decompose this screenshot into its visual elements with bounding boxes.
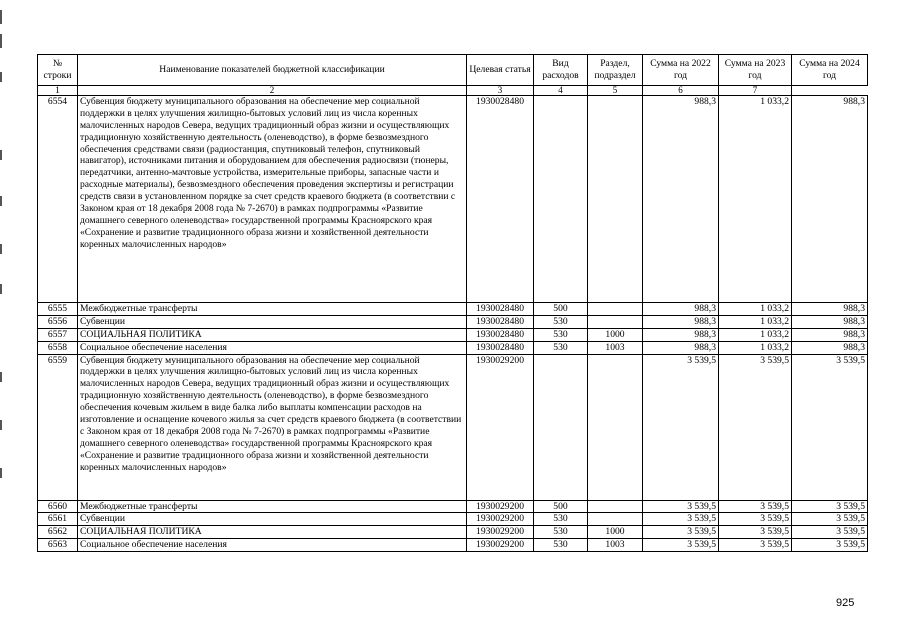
column-number: 4 [534, 86, 588, 96]
sum-2023: 1 033,2 [719, 328, 792, 341]
page-number: 925 [836, 597, 855, 609]
sum-2022: 3 539,5 [643, 526, 719, 539]
table-header-row [38, 55, 868, 86]
sum-2023: 3 539,5 [719, 539, 792, 552]
sum-2023: 3 539,5 [719, 513, 792, 526]
table-row [38, 354, 868, 500]
table-row [38, 96, 868, 303]
sum-2024: 988,3 [792, 315, 868, 328]
target-article: 1930028480 [467, 303, 534, 316]
table-row [38, 328, 868, 341]
binding-mark [0, 372, 2, 382]
sum-2022: 988,3 [643, 315, 719, 328]
sum-2022: 3 539,5 [643, 513, 719, 526]
binding-mark [0, 150, 2, 160]
indicator-name: СОЦИАЛЬНАЯ ПОЛИТИКА [78, 526, 467, 539]
section-code: 1000 [588, 328, 643, 341]
target-article: 1930028480 [467, 341, 534, 354]
section-code [588, 354, 643, 500]
column-number: 5 [588, 86, 643, 96]
header-indicator-name: Наименование показателей бюджетной классификации [78, 55, 467, 86]
sum-2024: 3 539,5 [792, 539, 868, 552]
section-code [588, 96, 643, 303]
binding-mark [0, 420, 2, 430]
indicator-name: Субвенция бюджету муниципального образования на обеспечение мер социальной поддержки в целях улучшения жилищно-бытовых условий лиц из числа коренных малочисленных народов Севера, ведущих традиционный образ жизни и осуществляющих традиционную хозяйственную деятельность (оленеводство), в форме безвозмездного обеспечения средствами связи (радиостанция, спутниковый телефон, спутниковый навигатор), источниками питания и оборудованием для обеспечения радиосвязи (тюнеры, передатчики, антенно-мачтовые устройства, измерительные приборы, запасные части и расходные материалы), безвозмездного обеспечения проведения экспертизы и регистрации средств связи в установленном порядке за счет средств краевого бюджета (в соответствии с Законом края от 18 декабря 2008 года № 7-2670) в рамках подпрограммы «Развитие домашнего северного оленеводства» государственной программы Красноярского края «Сохранение и развитие традиционного образа жизни и хозяйственной деятельности коренных малочисленных народов» [78, 96, 467, 303]
header-section: Раздел, подраздел [588, 55, 643, 86]
sum-2024: 988,3 [792, 303, 868, 316]
section-code [588, 500, 643, 513]
indicator-name: Межбюджетные трансферты [78, 500, 467, 513]
sum-2024: 988,3 [792, 96, 868, 303]
sum-2023: 1 033,2 [719, 341, 792, 354]
table-row [38, 315, 868, 328]
expense-type: 530 [534, 513, 588, 526]
expense-type [534, 96, 588, 303]
indicator-name: Социальное обеспечение населения [78, 341, 467, 354]
indicator-name: Субвенция бюджету муниципального образования на обеспечение мер социальной поддержки в целях улучшения жилищно-бытовых условий лиц из числа коренных малочисленных народов Севера, ведущих традиционный образ жизни и осуществляющих традиционную хозяйственную деятельность (оленеводство), в форме безвозмездного обеспечения кочевым жильем в виде балка либо выплаты компенсации расходов на изготовление и оснащение кочевого жилья за счет средств краевого бюджета (в соответствии с Законом края от 18 декабря 2008 года № 7-2670) в рамках подпрограммы «Развитие домашнего северного оленеводства» государственной программы Красноярского края «Сохранение и развитие традиционного образа жизни и хозяйственной деятельности коренных малочисленных народов» [78, 354, 467, 500]
target-article: 1930029200 [467, 354, 534, 500]
sum-2023: 1 033,2 [719, 315, 792, 328]
sum-2024: 3 539,5 [792, 500, 868, 513]
section-code [588, 303, 643, 316]
expense-type: 500 [534, 500, 588, 513]
row-number: 6562 [38, 526, 78, 539]
row-number: 6555 [38, 303, 78, 316]
sum-2022: 988,3 [643, 341, 719, 354]
header-sum-2023: Сумма на 2023 год [719, 55, 792, 86]
binding-mark [0, 284, 2, 294]
sum-2022: 3 539,5 [643, 354, 719, 500]
column-number: 2 [78, 86, 467, 96]
sum-2023: 3 539,5 [719, 354, 792, 500]
expense-type: 530 [534, 315, 588, 328]
sum-2022: 988,3 [643, 96, 719, 303]
header-expense-type: Вид расходов [534, 55, 588, 86]
expense-type: 530 [534, 526, 588, 539]
expense-type: 500 [534, 303, 588, 316]
section-code: 1000 [588, 526, 643, 539]
sum-2024: 3 539,5 [792, 526, 868, 539]
binding-mark [0, 468, 2, 478]
target-article: 1930029200 [467, 500, 534, 513]
binding-mark [0, 244, 2, 254]
target-article: 1930028480 [467, 328, 534, 341]
row-number: 6559 [38, 354, 78, 500]
expense-type: 530 [534, 539, 588, 552]
header-row-number: № строки [38, 55, 78, 86]
sum-2024: 988,3 [792, 328, 868, 341]
sum-2022: 3 539,5 [643, 539, 719, 552]
header-sum-2024: Сумма на 2024 год [792, 55, 868, 86]
section-code [588, 513, 643, 526]
section-code: 1003 [588, 341, 643, 354]
binding-mark [0, 72, 2, 82]
sum-2023: 3 539,5 [719, 526, 792, 539]
row-number: 6560 [38, 500, 78, 513]
target-article: 1930028480 [467, 96, 534, 303]
binding-mark [0, 34, 2, 48]
indicator-name: Субвенции [78, 513, 467, 526]
sum-2023: 3 539,5 [719, 500, 792, 513]
row-number: 6556 [38, 315, 78, 328]
column-number: 7 [719, 86, 792, 96]
sum-2022: 988,3 [643, 328, 719, 341]
indicator-name: Субвенции [78, 315, 467, 328]
section-code [588, 315, 643, 328]
table-row [38, 341, 868, 354]
budget-table [37, 54, 868, 552]
expense-type: 530 [534, 328, 588, 341]
row-number: 6558 [38, 341, 78, 354]
table-row [38, 526, 868, 539]
binding-mark [0, 196, 2, 206]
row-number: 6557 [38, 328, 78, 341]
indicator-name: Социальное обеспечение населения [78, 539, 467, 552]
row-number: 6563 [38, 539, 78, 552]
expense-type: 530 [534, 341, 588, 354]
column-number: 1 [38, 86, 78, 96]
sum-2023: 1 033,2 [719, 96, 792, 303]
column-number: 6 [643, 86, 719, 96]
target-article: 1930029200 [467, 513, 534, 526]
table-row [38, 303, 868, 316]
header-sum-2022: Сумма на 2022 год [643, 55, 719, 86]
sum-2024: 988,3 [792, 341, 868, 354]
row-number: 6554 [38, 96, 78, 303]
table-row [38, 500, 868, 513]
target-article: 1930029200 [467, 539, 534, 552]
sum-2024: 3 539,5 [792, 354, 868, 500]
sum-2023: 1 033,2 [719, 303, 792, 316]
sum-2024: 3 539,5 [792, 513, 868, 526]
table-row [38, 513, 868, 526]
table-row [38, 539, 868, 552]
header-target-article: Целевая статья [467, 55, 534, 86]
section-code: 1003 [588, 539, 643, 552]
target-article: 1930029200 [467, 526, 534, 539]
expense-type [534, 354, 588, 500]
indicator-name: Межбюджетные трансферты [78, 303, 467, 316]
target-article: 1930028480 [467, 315, 534, 328]
row-number: 6561 [38, 513, 78, 526]
sum-2022: 988,3 [643, 303, 719, 316]
column-number-row [38, 86, 868, 96]
indicator-name: СОЦИАЛЬНАЯ ПОЛИТИКА [78, 328, 467, 341]
binding-mark [0, 10, 2, 24]
column-number: 3 [467, 86, 534, 96]
sum-2022: 3 539,5 [643, 500, 719, 513]
